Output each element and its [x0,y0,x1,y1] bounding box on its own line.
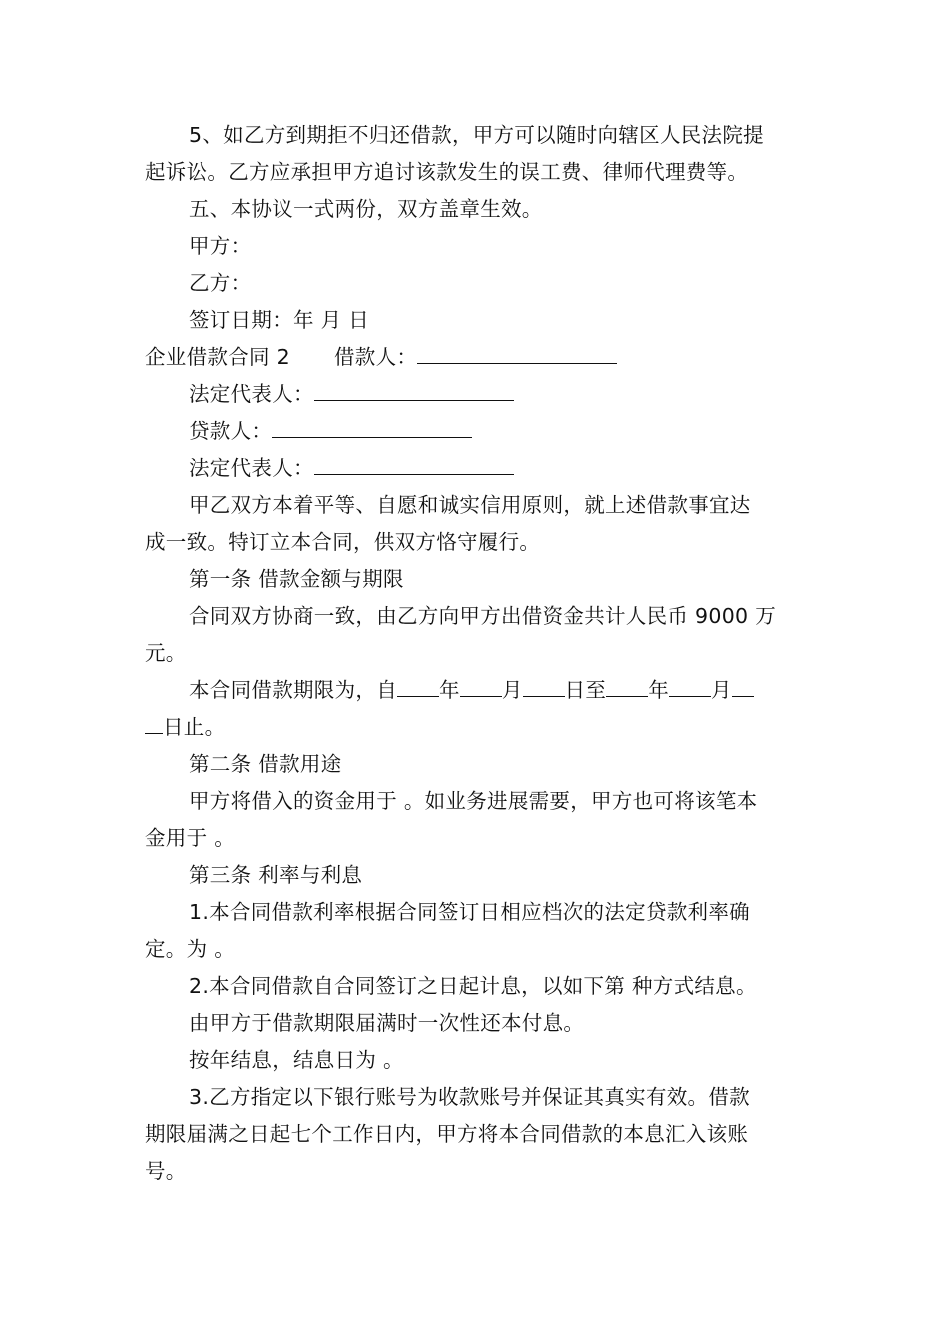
article-3-item-3-line-2: 期限届满之日起七个工作日内，甲方将本合同借款的本息汇入该账 [145,1122,749,1146]
article-3-option-b: 按年结息，结息日为 。 [189,1048,404,1072]
article-1-text-line-1: 合同双方协商一致，由乙方向甲方出借资金共计人民币 9000 万 [189,604,777,628]
term-day-blank-1 [523,673,565,697]
article-3-item-3-line-3: 号。 [145,1159,187,1183]
article-3-item-1-line-1: 1.本合同借款利率根据合同签订日相应档次的法定贷款利率确 [189,900,750,924]
article-3-option-a: 由甲方于借款期限届满时一次性还本付息。 [189,1011,585,1035]
article-3-item-1-line-2: 定。为 。 [145,937,236,961]
legal-rep-blank-2 [314,451,514,475]
article-2-title: 第二条 借款用途 [189,752,342,776]
term-line-2 [145,709,810,746]
borrower-label: 借款人： [333,345,418,369]
party-b-label: 乙方： [189,271,252,295]
term-prefix: 本合同借款期限为，自 [189,678,397,702]
term-day-to: 日至 [564,678,607,702]
article-3-item-3-line-1: 3.乙方指定以下银行账号为收款账号并保证其真实有效。借款 [189,1085,750,1109]
term-day-blank-2b [145,710,163,734]
term-line-1 [145,672,810,709]
lender-blank [272,414,472,438]
article-2-text-line-1: 甲方将借入的资金用于 。如业务进展需要，甲方也可将该笔本 [189,789,758,813]
sign-date: 签订日期：年 月 日 [189,308,370,332]
principle-line-1: 甲乙双方本着平等、自愿和诚实信用原则，就上述借款事宜达 [189,493,751,517]
legal-rep-line-1 [145,376,810,413]
article-1-text-line-2: 元。 [145,641,187,665]
document-body [145,117,810,1190]
lender-label: 贷款人： [189,419,273,443]
term-year-blank-2 [606,673,648,697]
term-month-1: 月 [501,678,523,702]
term-month-blank-2 [669,673,711,697]
party-a-label: 甲方： [189,234,252,258]
term-year-2: 年 [648,678,670,702]
legal-rep-blank-1 [314,377,514,401]
contract-title: 企业借款合同 2 [145,345,290,369]
contract-title-line [145,339,810,376]
term-month-blank-1 [460,673,502,697]
borrower-blank [417,340,617,364]
term-month-2: 月 [711,678,732,702]
article-3-title: 第三条 利率与利息 [189,863,363,887]
term-day-blank-2a [732,673,754,697]
section-5-text: 五、本协议一式两份，双方盖章生效。 [189,197,543,221]
principle-line-2: 成一致。特订立本合同，供双方恪守履行。 [145,530,541,554]
legal-rep-line-2 [145,450,810,487]
term-end: 日止。 [163,715,226,739]
clause-5-line-1: 5、如乙方到期拒不归还借款，甲方可以随时向辖区人民法院提 [189,123,764,147]
term-year-blank-1 [397,673,439,697]
lender-line [145,413,810,450]
article-2-text-line-2: 金用于 。 [145,826,236,850]
clause-5-line-2: 起诉讼。乙方应承担甲方追讨该款发生的误工费、律师代理费等。 [145,160,749,184]
article-1-title: 第一条 借款金额与期限 [189,567,404,591]
legal-rep-label-1: 法定代表人： [189,382,314,406]
term-year-1: 年 [439,678,460,702]
legal-rep-label-2: 法定代表人： [189,456,314,480]
article-3-item-2: 2.本合同借款自合同签订之日起计息，以如下第 种方式结息。 [189,974,757,998]
